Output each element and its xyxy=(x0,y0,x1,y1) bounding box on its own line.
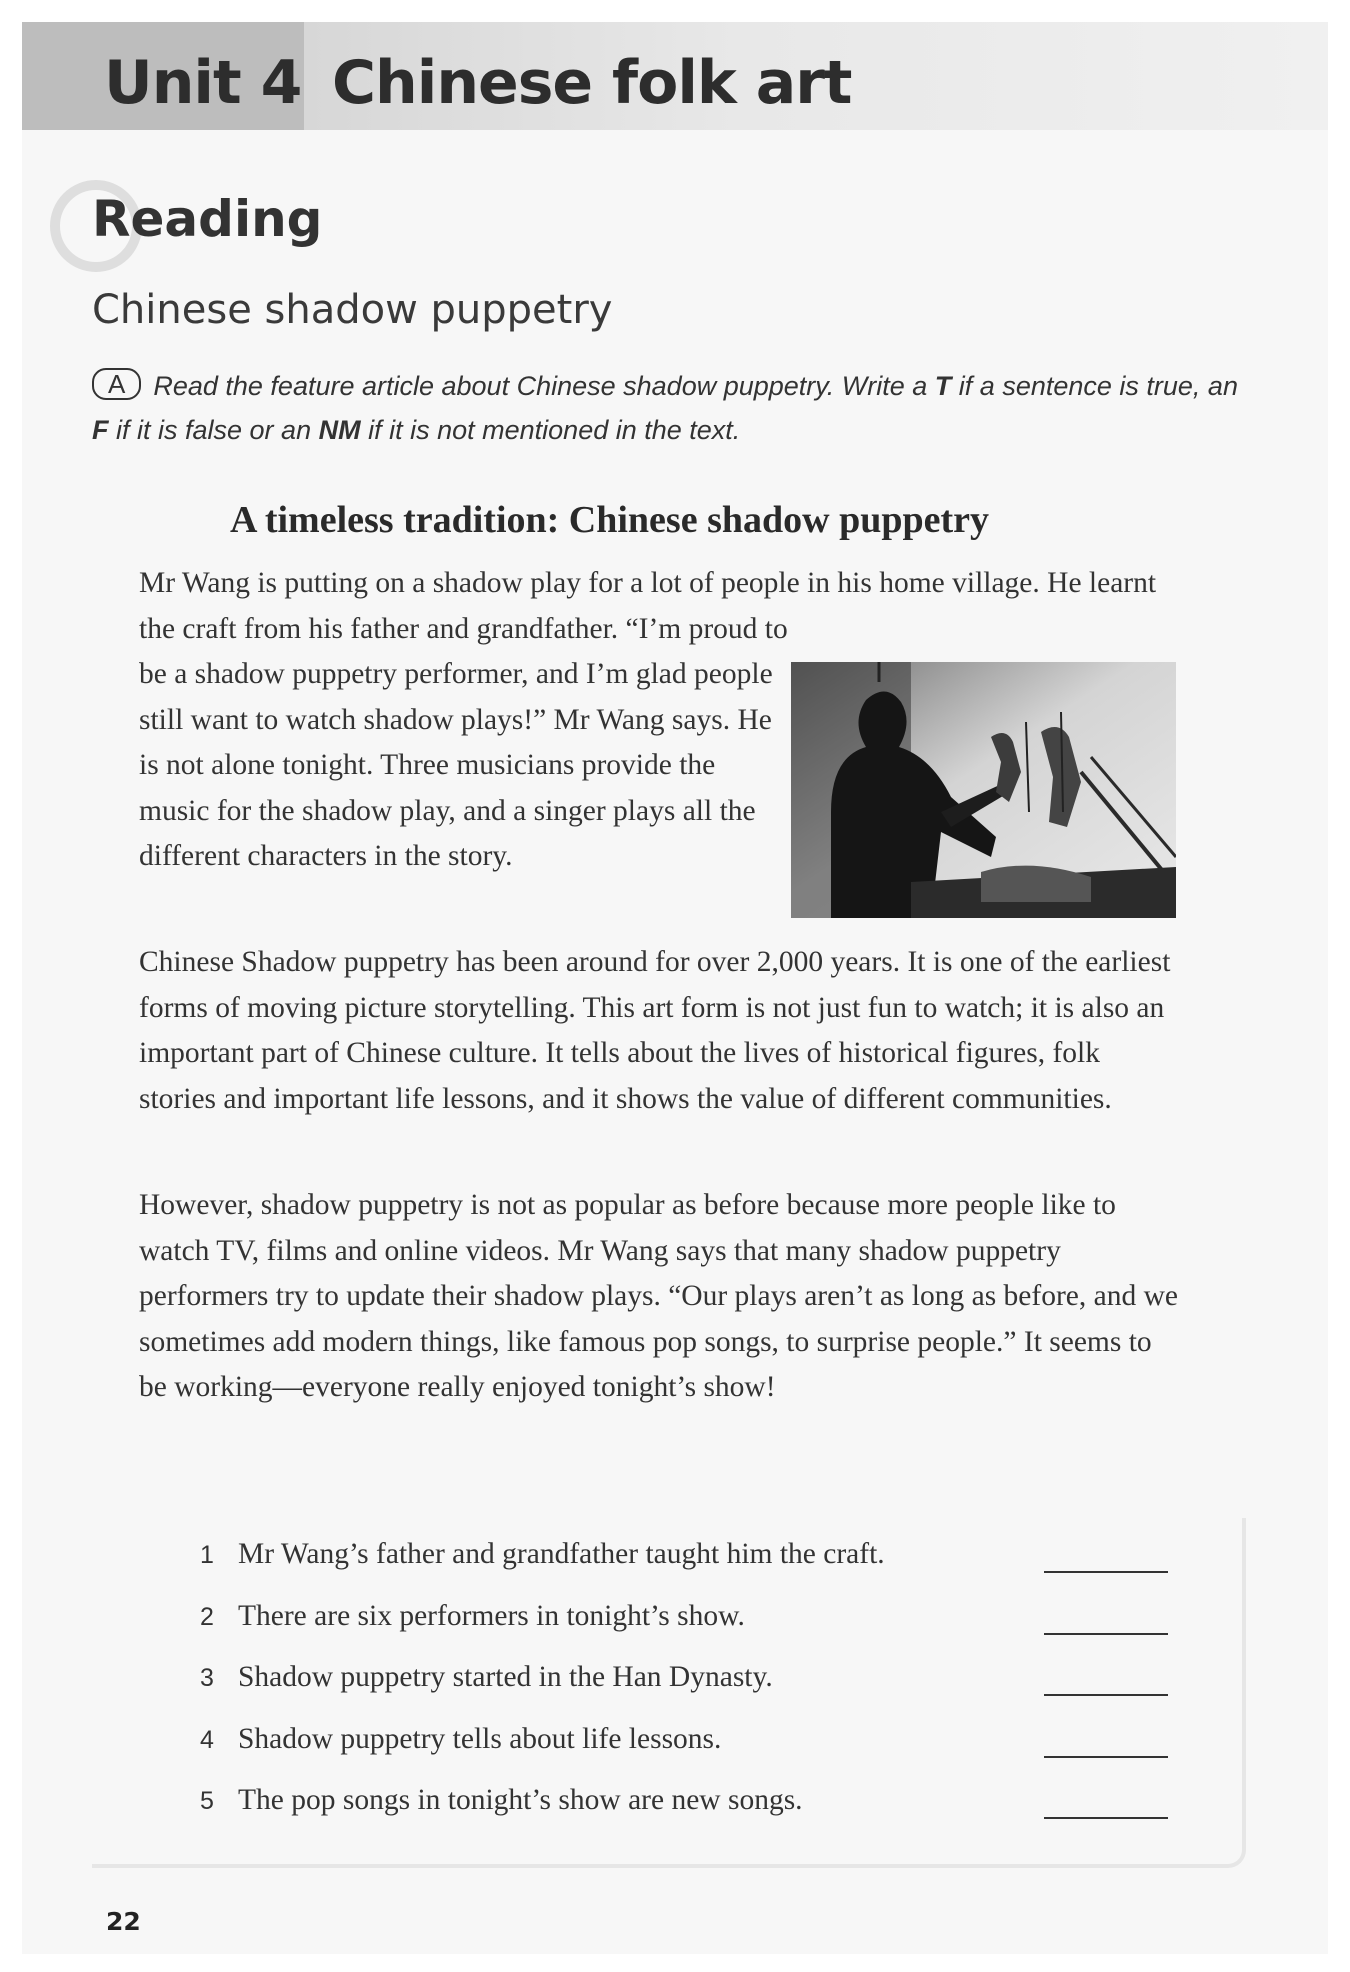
instruction-text-2: if a sentence is true, an xyxy=(951,371,1238,401)
instruction-text-1: Read the feature article about Chinese shadow puppetry. Write a xyxy=(153,371,935,401)
answer-blank[interactable] xyxy=(1044,1633,1168,1635)
question-item xyxy=(200,1723,1180,1785)
answer-blank[interactable] xyxy=(1044,1756,1168,1758)
questions-list xyxy=(200,1538,1180,1846)
question-number: 5 xyxy=(200,1787,214,1815)
task-badge: A xyxy=(92,368,141,400)
section-subtitle: Chinese shadow puppetry xyxy=(92,287,613,333)
question-number: 4 xyxy=(200,1725,214,1754)
section-heading: Reading xyxy=(92,190,323,248)
instruction-text-3: if it is false or an xyxy=(108,415,319,445)
instruction-text-4: if it is not mentioned in the text. xyxy=(360,415,741,445)
unit-title: Chinese folk art xyxy=(332,48,852,118)
false-marker: F xyxy=(92,415,109,445)
question-item xyxy=(200,1661,1180,1723)
article-title: A timeless tradition: Chinese shadow puppetry xyxy=(230,499,989,541)
question-text: There are six performers in tonight’s show. xyxy=(238,1599,745,1632)
shadow-puppet-illustration xyxy=(791,662,1176,918)
unit-label: Unit 4 xyxy=(104,48,302,118)
question-number: 1 xyxy=(200,1541,214,1569)
article-paragraph-2: Chinese Shadow puppetry has been around for over 2,000 years. It is one of the earliest forms of moving picture storytelling. This art form is not just fun to watch; it is also an important part of Chinese culture. It tells about the lives of historical figures, folk stories and important life lessons, and it shows the value of different communities. xyxy=(139,946,1171,1115)
answer-blank[interactable] xyxy=(1044,1694,1168,1696)
question-number: 2 xyxy=(200,1602,214,1631)
article-paragraph-3: However, shadow puppetry is not as popular as before because more people like to watch TV, films and online videos. Mr Wang says that many shadow puppetry performers try to update their shadow plays. “Our plays aren’t as long as before, and we sometimes add modern things, like famous pop songs, to surprise people.” It seems to be working—everyone really enjoyed tonight’s show! xyxy=(139,1189,1178,1403)
question-text: The pop songs in tonight’s show are new songs. xyxy=(238,1784,803,1816)
article-paragraph-1-lead: Mr Wang is putting on a shadow play for a lot of people in his home village. He learnt the craft from his father and grandfather. “I’m proud to xyxy=(139,567,1157,645)
true-marker: T xyxy=(934,371,952,401)
question-item xyxy=(200,1600,1180,1662)
question-item xyxy=(200,1538,1180,1600)
article-paragraph-1-wrap: be a shadow puppetry performer, and I’m glad people still want to watch shadow plays!” Mr Wang says. He is not alone tonight. Three musicians provide the music for the shadow play, and a singer plays all the different characters in the story. xyxy=(139,658,773,872)
question-text: Shadow puppetry started in the Han Dynasty. xyxy=(238,1661,773,1693)
question-item xyxy=(200,1784,1180,1846)
question-text: Shadow puppetry tells about life lessons. xyxy=(238,1722,722,1755)
shadow-puppet-photo xyxy=(791,662,1176,918)
question-text: Mr Wang’s father and grandfather taught him the craft. xyxy=(238,1538,885,1570)
page-number: 22 xyxy=(106,1907,141,1936)
answer-blank[interactable] xyxy=(1044,1571,1168,1573)
answer-blank[interactable] xyxy=(1044,1817,1168,1819)
task-instruction xyxy=(92,364,1242,452)
not-mentioned-marker: NM xyxy=(318,415,361,445)
question-number: 3 xyxy=(200,1664,214,1692)
